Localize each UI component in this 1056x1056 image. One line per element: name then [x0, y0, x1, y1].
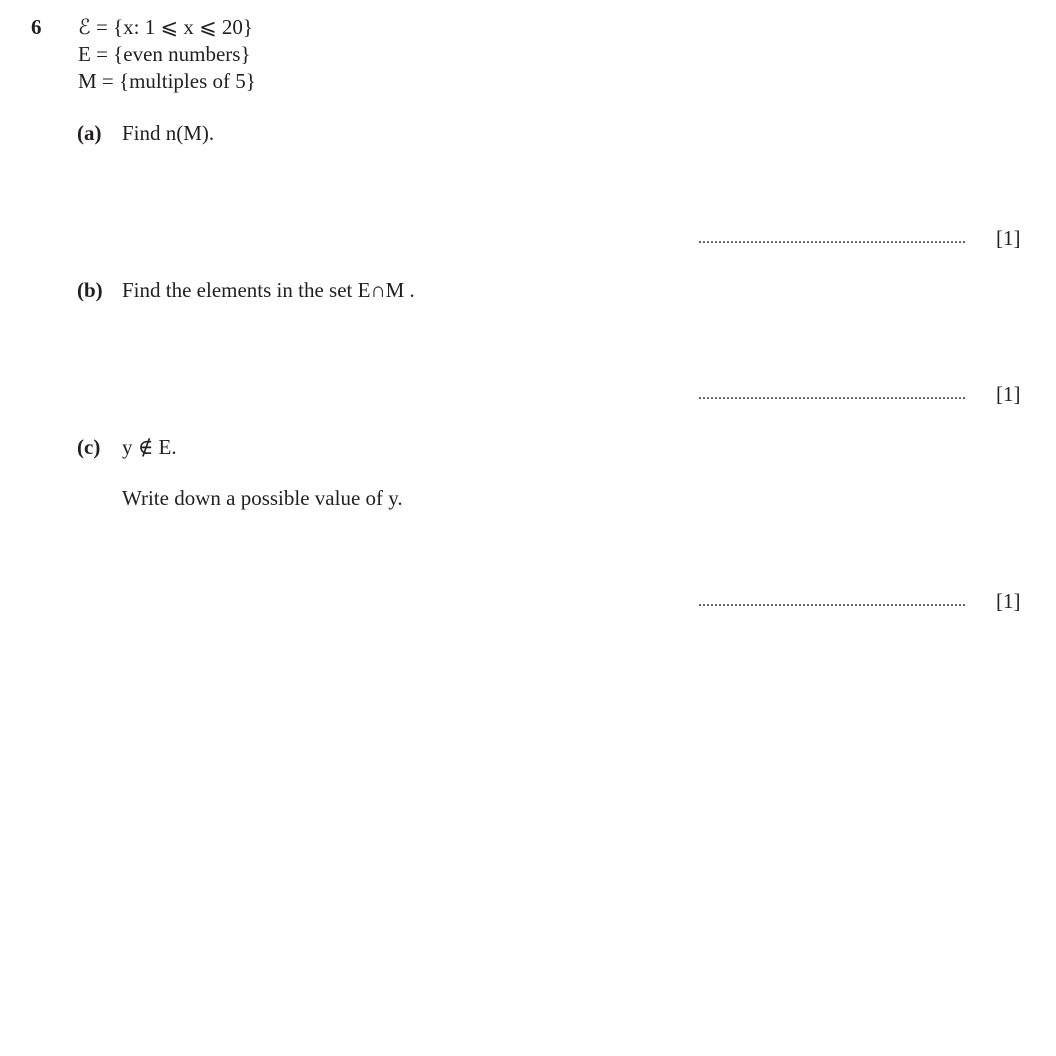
part-b-answer-line[interactable]: ...................................................................: [698, 386, 966, 403]
part-c-marks: [1]: [996, 589, 1021, 613]
part-c-text: Write down a possible value of y.: [122, 486, 403, 510]
part-a-marks: [1]: [996, 226, 1021, 250]
part-a-text: Find n(M).: [122, 121, 215, 145]
set-m-definition: M = {multiples of 5}: [78, 69, 256, 93]
part-c-statement: y ∉ E.: [122, 435, 177, 459]
part-a-label: (a): [77, 121, 102, 145]
question-number: 6: [31, 15, 42, 39]
part-a-answer-line[interactable]: ...................................................................: [698, 230, 966, 247]
part-b-label: (b): [77, 278, 103, 302]
universal-set-definition: ℰ = {x: 1 ⩽ x ⩽ 20}: [78, 15, 253, 39]
part-b-marks: [1]: [996, 382, 1021, 406]
part-c-label: (c): [77, 435, 101, 459]
part-c-answer-line[interactable]: ...................................................................: [698, 593, 966, 610]
part-b-text: Find the elements in the set E∩M .: [122, 278, 415, 302]
set-e-definition: E = {even numbers}: [78, 42, 251, 66]
